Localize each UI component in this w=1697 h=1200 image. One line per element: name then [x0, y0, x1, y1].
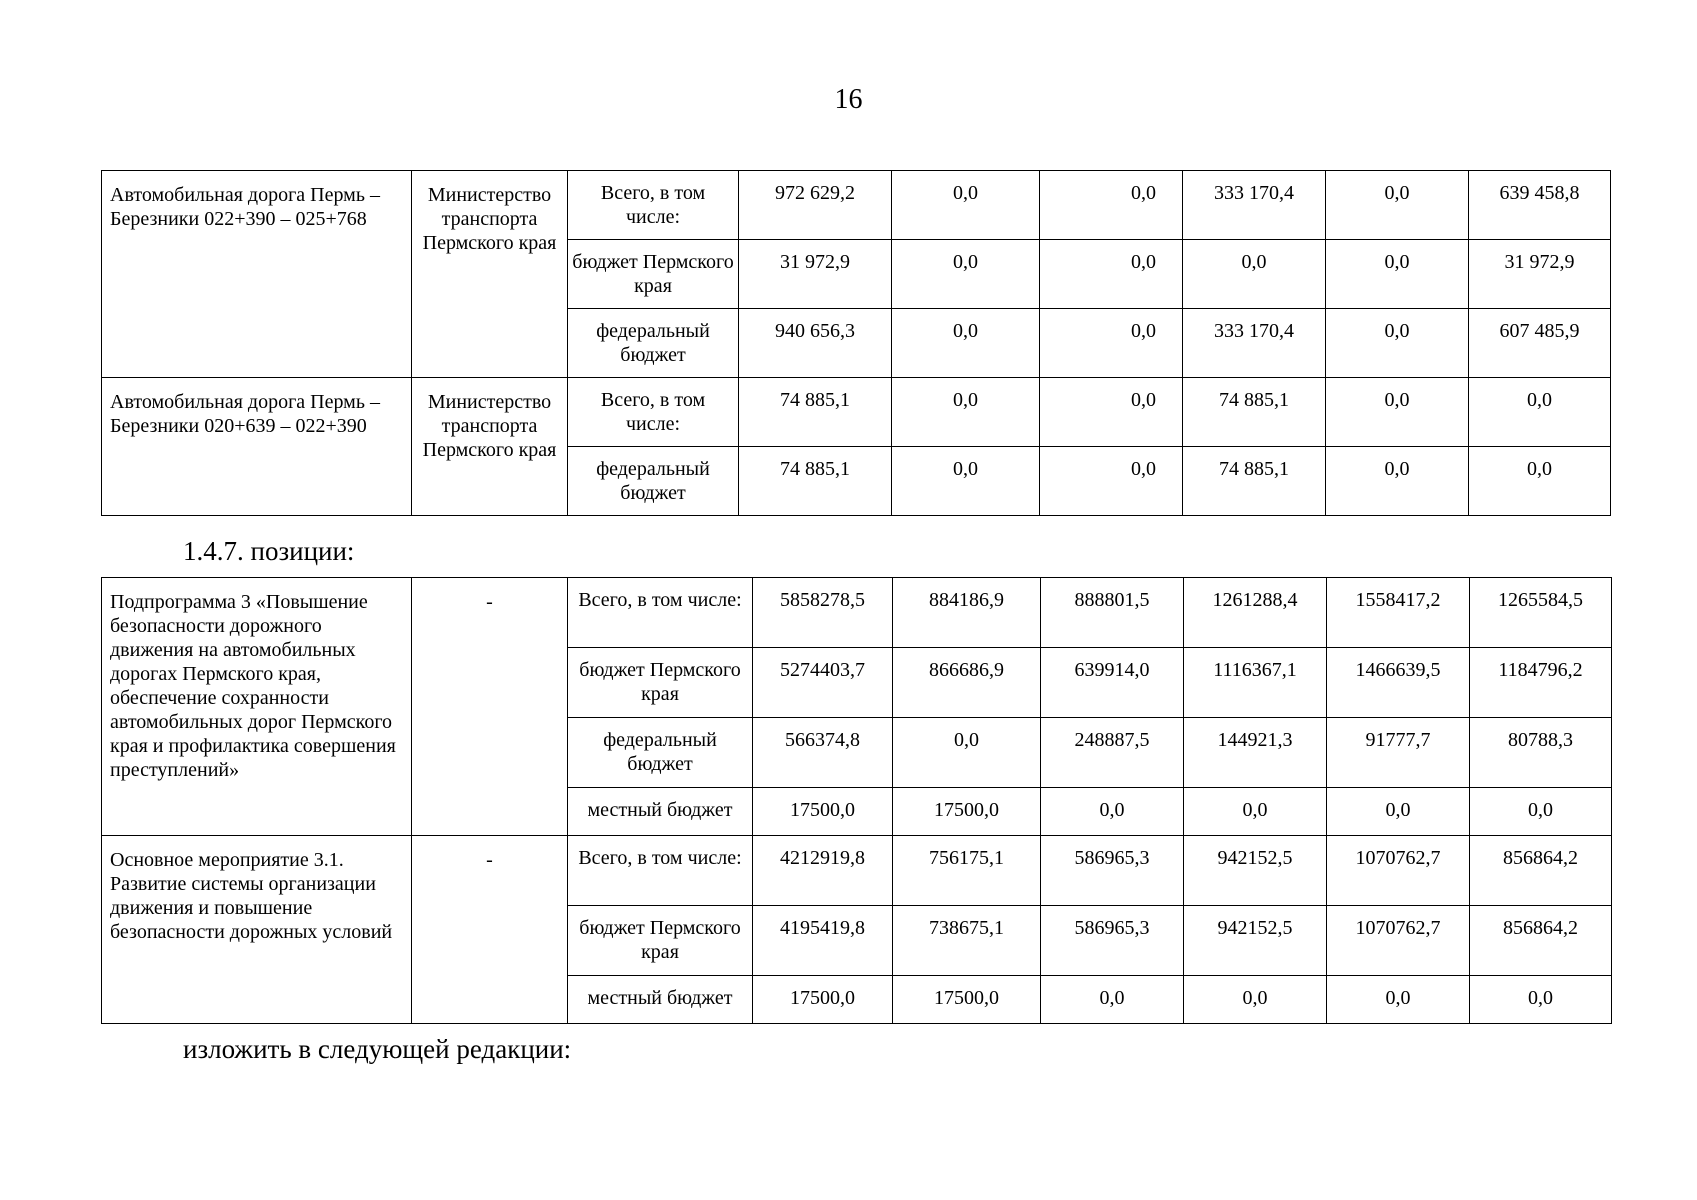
source-cell: Всего, в том числе: — [568, 578, 753, 648]
page-number: 16 — [834, 84, 863, 115]
object-cell: Основное мероприятие 3.1. Развитие системы организации движения и повышение безопасности дорожных условий — [102, 836, 412, 1024]
source-cell: местный бюджет — [568, 976, 753, 1024]
value-cell: 4195419,8 — [753, 906, 893, 976]
value-cell: 0,0 — [1183, 240, 1326, 309]
value-cell: 17500,0 — [893, 788, 1041, 836]
value-cell: 0,0 — [892, 447, 1040, 516]
value-cell: 0,0 — [1040, 240, 1183, 309]
value-cell: 0,0 — [1469, 378, 1611, 447]
value-cell: 1070762,7 — [1327, 836, 1470, 906]
value-cell: 639914,0 — [1041, 648, 1184, 718]
value-cell: 5858278,5 — [753, 578, 893, 648]
value-cell: 1116367,1 — [1184, 648, 1327, 718]
value-cell: 31 972,9 — [739, 240, 892, 309]
responsible-cell: Министерство транспорта Пермского края — [412, 378, 568, 516]
value-cell: 942152,5 — [1184, 836, 1327, 906]
source-cell: Всего, в том числе: — [568, 171, 739, 240]
value-cell: 91777,7 — [1327, 718, 1470, 788]
value-cell: 0,0 — [1470, 976, 1612, 1024]
value-cell: 333 170,4 — [1183, 309, 1326, 378]
value-cell: 31 972,9 — [1469, 240, 1611, 309]
value-cell: 586965,3 — [1041, 906, 1184, 976]
value-cell: 0,0 — [1041, 788, 1184, 836]
source-cell: бюджет Пермского края — [568, 240, 739, 309]
responsible-cell: Министерство транспорта Пермского края — [412, 171, 568, 378]
value-cell: 74 885,1 — [1183, 447, 1326, 516]
value-cell: 0,0 — [1041, 976, 1184, 1024]
value-cell: 1466639,5 — [1327, 648, 1470, 718]
object-cell: Автомобильная дорога Пермь – Березники 020+639 – 022+390 — [102, 378, 412, 516]
value-cell: 0,0 — [1326, 309, 1469, 378]
value-cell: 17500,0 — [753, 788, 893, 836]
value-cell: 738675,1 — [893, 906, 1041, 976]
value-cell: 0,0 — [1184, 976, 1327, 1024]
value-cell: 888801,5 — [1041, 578, 1184, 648]
object-cell: Подпрограмма 3 «Повышение безопасности дорожного движения на автомобильных дорогах Пермского края, обеспечение сохранности автомобильных дорог Пермского края и профилактика совершения преступлений» — [102, 578, 412, 836]
responsible-cell: - — [412, 578, 568, 836]
source-cell: бюджет Пермского края — [568, 906, 753, 976]
source-cell: Всего, в том числе: — [568, 836, 753, 906]
value-cell: 756175,1 — [893, 836, 1041, 906]
value-cell: 1558417,2 — [1327, 578, 1470, 648]
table-row — [102, 578, 1612, 648]
responsible-cell: - — [412, 836, 568, 1024]
budget-table-roads — [101, 170, 1611, 516]
closing-phrase: изложить в следующей редакции: — [183, 1034, 572, 1064]
value-cell: 17500,0 — [893, 976, 1041, 1024]
value-cell: 0,0 — [1326, 240, 1469, 309]
source-cell: федеральный бюджет — [568, 447, 739, 516]
value-cell: 248887,5 — [1041, 718, 1184, 788]
value-cell: 0,0 — [892, 240, 1040, 309]
value-cell: 80788,3 — [1470, 718, 1612, 788]
value-cell: 144921,3 — [1184, 718, 1327, 788]
value-cell: 0,0 — [1327, 788, 1470, 836]
value-cell: 856864,2 — [1470, 836, 1612, 906]
value-cell: 639 458,8 — [1469, 171, 1611, 240]
value-cell: 972 629,2 — [739, 171, 892, 240]
source-cell: бюджет Пермского края — [568, 648, 753, 718]
value-cell: 1261288,4 — [1184, 578, 1327, 648]
table-row — [102, 171, 1611, 240]
source-cell: местный бюджет — [568, 788, 753, 836]
value-cell: 0,0 — [1470, 788, 1612, 836]
table-row — [102, 378, 1611, 447]
value-cell: 0,0 — [1040, 171, 1183, 240]
value-cell: 942152,5 — [1184, 906, 1327, 976]
value-cell: 0,0 — [892, 171, 1040, 240]
value-cell: 586965,3 — [1041, 836, 1184, 906]
value-cell: 17500,0 — [753, 976, 893, 1024]
value-cell: 0,0 — [1040, 378, 1183, 447]
value-cell: 0,0 — [1184, 788, 1327, 836]
source-cell: федеральный бюджет — [568, 718, 753, 788]
value-cell: 4212919,8 — [753, 836, 893, 906]
value-cell: 0,0 — [1469, 447, 1611, 516]
object-cell: Автомобильная дорога Пермь – Березники 022+390 – 025+768 — [102, 171, 412, 378]
section-heading: 1.4.7. позиции: — [183, 536, 355, 566]
budget-table-subprogram — [101, 577, 1612, 1024]
value-cell: 0,0 — [1326, 378, 1469, 447]
value-cell: 74 885,1 — [739, 447, 892, 516]
value-cell: 74 885,1 — [739, 378, 892, 447]
value-cell: 1184796,2 — [1470, 648, 1612, 718]
value-cell: 566374,8 — [753, 718, 893, 788]
value-cell: 607 485,9 — [1469, 309, 1611, 378]
value-cell: 884186,9 — [893, 578, 1041, 648]
value-cell: 866686,9 — [893, 648, 1041, 718]
value-cell: 856864,2 — [1470, 906, 1612, 976]
value-cell: 74 885,1 — [1183, 378, 1326, 447]
value-cell: 0,0 — [1040, 447, 1183, 516]
value-cell: 0,0 — [1326, 171, 1469, 240]
source-cell: Всего, в том числе: — [568, 378, 739, 447]
value-cell: 1070762,7 — [1327, 906, 1470, 976]
value-cell: 1265584,5 — [1470, 578, 1612, 648]
value-cell: 0,0 — [1327, 976, 1470, 1024]
value-cell: 0,0 — [893, 718, 1041, 788]
table-row — [102, 836, 1612, 906]
value-cell: 0,0 — [1040, 309, 1183, 378]
value-cell: 5274403,7 — [753, 648, 893, 718]
source-cell: федеральный бюджет — [568, 309, 739, 378]
value-cell: 0,0 — [892, 309, 1040, 378]
value-cell: 0,0 — [1326, 447, 1469, 516]
value-cell: 0,0 — [892, 378, 1040, 447]
value-cell: 940 656,3 — [739, 309, 892, 378]
value-cell: 333 170,4 — [1183, 171, 1326, 240]
